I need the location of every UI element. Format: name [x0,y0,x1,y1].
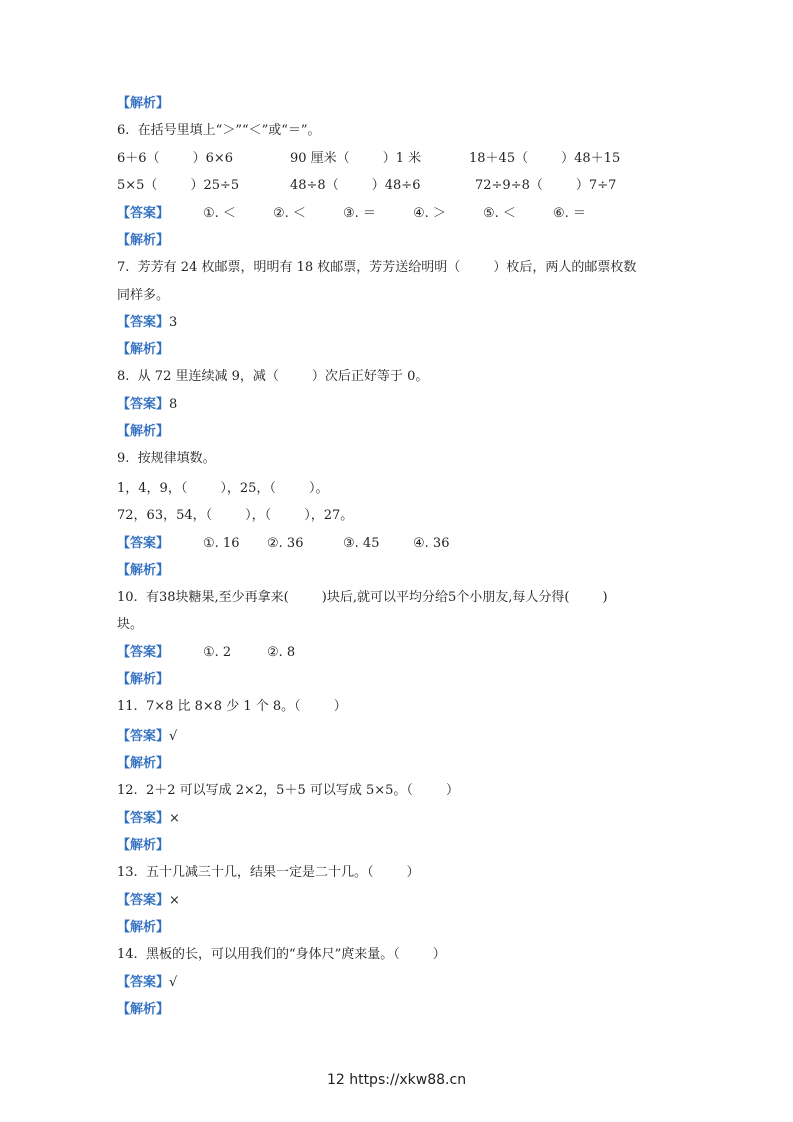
question-6-stem: 6. 在括号里填上“＞”“＜”或“＝”。 [117,123,321,138]
q6-answer-4: ④. ＞ [413,206,446,221]
question-13-stem: 13. 五十几减三十几，结果一定是二十几。（ ） [117,865,420,880]
question-8-answer: 【答案】8 [117,397,178,412]
q6-item-1: 6＋6（ ）6×6 [117,151,234,166]
analysis-label-q11: 【解析】 [117,756,170,771]
question-7-stem-line1: 7. 芳芳有 24 枚邮票，明明有 18 枚邮票，芳芳送给明明（ ）枚后，两人的邮票枚数 [117,260,637,275]
analysis-label-q9: 【解析】 [117,563,170,578]
question-9-row1: 1，4，9，（ ），25，（ ）。 [117,481,329,496]
question-8-stem: 8. 从 72 里连续减 9，减（ ）次后正好等于 0。 [117,369,429,384]
analysis-label-q5 [117,96,169,112]
q7-answer-value: 3 [169,315,178,330]
question-11-answer: 【答案】√ [117,729,178,744]
q9-answer-4: ④. 36 [413,536,450,551]
q6-answer-3: ③. ＝ [343,206,376,221]
question-13-answer: 【答案】× [117,893,180,908]
analysis-label-q13: 【解析】 [117,920,170,935]
q6-item-2: 90 厘米（ ）1 米 [290,151,422,166]
q6-item-4: 5×5（ ）25÷5 [117,178,240,193]
q6-answer-5: ⑤. ＜ [483,206,516,221]
q12-answer-value: × [169,811,180,826]
q13-answer-value: × [169,893,180,908]
q9-answer-1: ①. 16 [203,536,240,551]
q6-item-3: 18＋45（ ）48＋15 [469,151,621,166]
q9-answer-2: ②. 36 [267,536,304,551]
q6-answer-1: ①. ＜ [203,206,236,221]
question-10-stem-line2: 块。 [117,617,144,632]
question-12-answer: 【答案】× [117,811,180,826]
page-footer: 12 https://xkw88.cn [326,1072,467,1088]
question-14-answer: 【答案】√ [117,975,178,990]
q8-answer-value: 8 [169,397,178,412]
analysis-label-q14: 【解析】 [117,1002,170,1017]
q6-answer-2: ②. ＜ [273,206,306,221]
q11-answer-value: √ [169,729,178,744]
question-7-answer: 【答案】3 [117,315,178,330]
q9-answer-3: ③. 45 [343,536,380,551]
analysis-label-q8: 【解析】 [117,424,170,439]
analysis-label-q10: 【解析】 [117,672,170,687]
q6-item-5: 48÷8（ ）48÷6 [290,178,421,193]
analysis-tag: 【解析】 [117,96,170,111]
question-9-row2: 72，63，54，（ ），（ ），27。 [117,508,354,523]
q14-answer-value: √ [169,975,178,990]
question-12-stem: 12. 2＋2 可以写成 2×2，5＋5 可以写成 5×5。（ ） [117,783,459,798]
analysis-label-q7: 【解析】 [117,342,170,357]
answer-tag: 【答案】 [117,206,170,221]
q10-answer-2: ②. 8 [267,645,296,660]
q6-answer-6: ⑥. ＝ [553,206,586,221]
question-9-stem: 9. 按规律填数。 [117,451,216,466]
q10-answer-1: ①. 2 [203,645,232,660]
question-10-stem-line1: 10. 有38块糖果,至少再拿来( )块后,就可以平均分给5个小朋友,每人分得( ) [117,590,608,605]
question-14-stem: 14. 黑板的长，可以用我们的“身体尺”庹来量。（ ） [117,947,446,962]
analysis-label-q6: 【解析】 [117,233,170,248]
q6-item-6: 72÷9÷8（ ）7÷7 [475,178,617,193]
analysis-label-q12: 【解析】 [117,838,170,853]
question-11-stem: 11. 7×8 比 8×8 少 1 个 8。（ ） [117,699,347,714]
question-7-stem-line2: 同样多。 [117,288,170,303]
